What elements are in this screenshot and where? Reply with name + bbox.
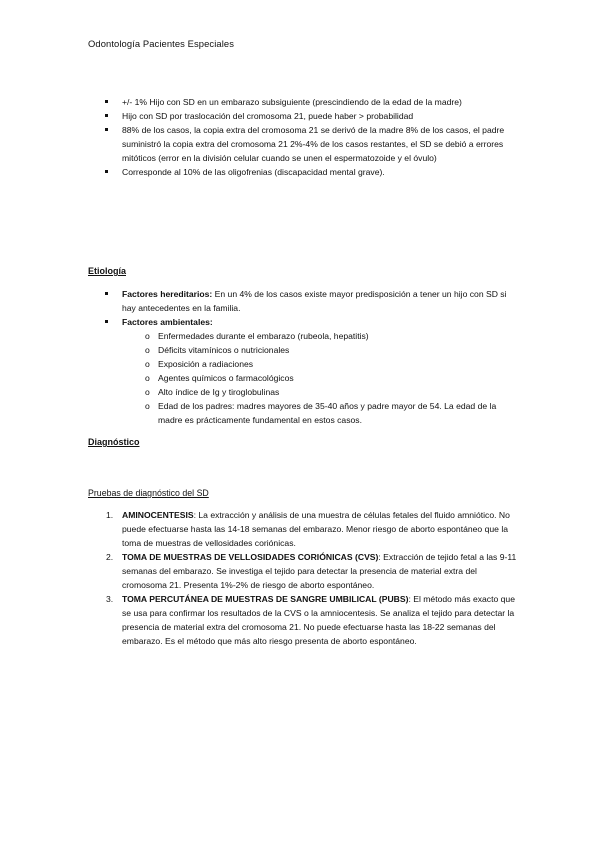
bullet-circle-icon: o xyxy=(145,331,150,341)
page-header: Odontología Pacientes Especiales xyxy=(88,38,234,49)
bullet-circle-icon: o xyxy=(145,373,150,383)
list-item xyxy=(88,287,518,315)
bullet-square-icon xyxy=(105,114,108,117)
item-number: 3. xyxy=(106,594,114,604)
item-label: AMINOCENTESIS xyxy=(122,510,194,520)
list-item xyxy=(88,315,518,329)
ambientales-label: Factores ambientales: xyxy=(122,317,213,327)
list-item xyxy=(88,592,518,648)
bullet-square-icon xyxy=(105,170,108,173)
intro-bullet-list xyxy=(88,95,518,179)
etiologia-list xyxy=(88,287,518,427)
hereditarios-text: En un 4% de los casos existe mayor predisposición a tener un hijo con SD si hay antecedentes en la familia. xyxy=(122,289,507,313)
bullet-circle-icon: o xyxy=(145,401,150,411)
item-text: : La extracción y análisis de una muestra de células fetales del fluido amniótico. No puede efectuarse hasta las 14-18 semanas del embarazo. Menor riesgo de aborto espontáneo que la toma de muestras de vellosidades coriónicas. xyxy=(122,510,510,548)
item-text: : Extracción de tejido fetal a las 9-11 semanas del embarazo. Se investiga el tejido para detectar la presencia de material extra del cromosoma 21. Presenta 1%-2% de riesgo de aborto espontáneo. xyxy=(122,552,517,590)
diagnostico-numbered-list xyxy=(88,508,518,648)
item-number: 2. xyxy=(106,552,114,562)
item-text: : El método más exacto que se usa para confirmar los resultados de la CVS o la amniocentesis. Se analiza el tejido para detectar la presencia de material extra del cromosoma 21. No puede efectuarse hasta las 18-22 semanas del embarazo. Es el método que más alto riesgo presenta de aborto espontáneo. xyxy=(122,594,515,646)
list-item: 88% de los casos, la copia extra del cromosoma 21 se derivó de la madre 8% de los casos, el padre suministró la copia extra del cromosoma 21 2%-4% de los casos restantes, el SD se debió a errores mitóticos (error en la división celular cuando se unen el espermatozoide y el óvulo) xyxy=(88,123,518,165)
section-heading-diagnostico: Diagnóstico xyxy=(88,437,140,447)
list-item: +/- 1% Hijo con SD en un embarazo subsiguiente (prescindiendo de la edad de la madre) xyxy=(88,95,518,109)
item-label: TOMA PERCUTÁNEA DE MUESTRAS DE SANGRE UMBILICAL (PUBS) xyxy=(122,594,409,604)
sub-list-item: o Enfermedades durante el embarazo (rubeola, hepatitis) xyxy=(145,331,369,341)
bullet-circle-icon: o xyxy=(145,387,150,397)
bullet-circle-icon: o xyxy=(145,359,150,369)
bullet-square-icon xyxy=(105,292,108,295)
list-item xyxy=(88,508,518,550)
subsection-heading-pruebas: Pruebas de diagnóstico del SD xyxy=(88,488,209,498)
list-item: Corresponde al 10% de las oligofrenias (discapacidad mental grave). xyxy=(88,165,518,179)
sub-list-item: o Alto índice de Ig y tiroglobulinas xyxy=(145,387,280,397)
bullet-circle-icon: o xyxy=(145,345,150,355)
list-item xyxy=(88,550,518,592)
item-label: TOMA DE MUESTRAS DE VELLOSIDADES CORIÓNICAS (CVS) xyxy=(122,552,379,562)
sub-list-item: o Agentes químicos o farmacológicos xyxy=(145,373,294,383)
item-number: 1. xyxy=(106,510,114,520)
hereditarios-label: Factores hereditarios: xyxy=(122,289,213,299)
sub-list-item: o Edad de los padres: madres mayores de 35-40 años y padre mayor de 54. La edad de la madre es prácticamente fundamental en estos casos. xyxy=(145,401,497,425)
section-heading-etiologia: Etiología xyxy=(88,266,126,276)
bullet-square-icon xyxy=(105,320,108,323)
sub-list-item: o Exposición a radiaciones xyxy=(145,359,254,369)
bullet-square-icon xyxy=(105,128,108,131)
bullet-square-icon xyxy=(105,100,108,103)
sub-list-item: o Déficits vitamínicos o nutricionales xyxy=(145,345,290,355)
list-item: Hijo con SD por traslocación del cromosoma 21, puede haber > probabilidad xyxy=(88,109,518,123)
